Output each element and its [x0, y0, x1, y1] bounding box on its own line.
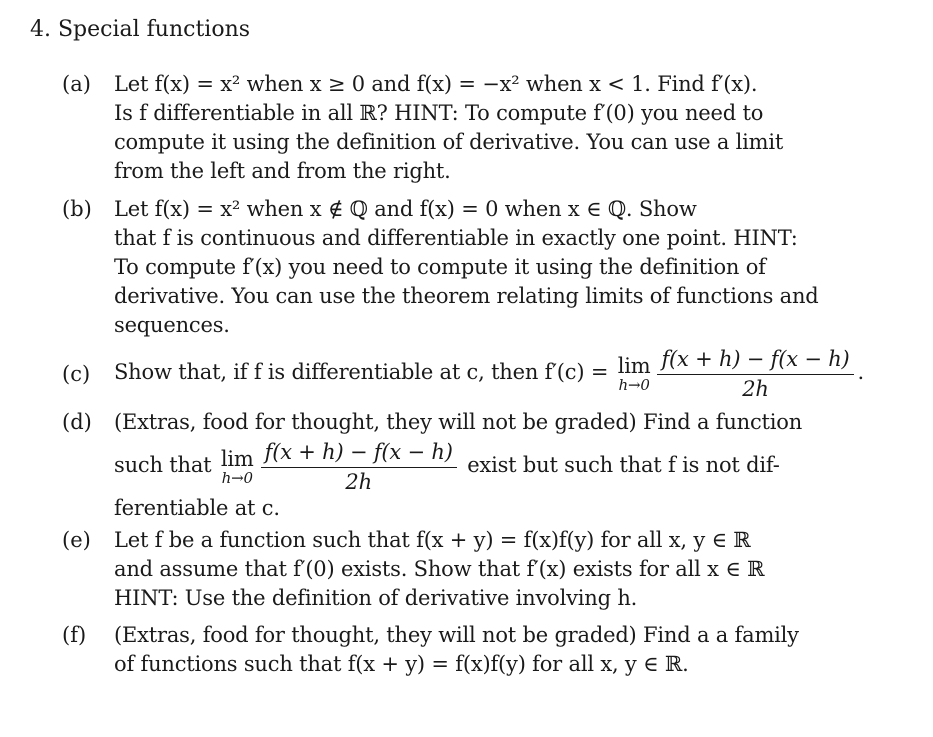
- item-a-line-3: compute it using the definition of derivative. You can use a limit: [114, 130, 784, 154]
- item-d-pre: such that: [114, 453, 212, 477]
- item-e: [62, 526, 842, 613]
- item-d-fraction: [261, 439, 457, 494]
- item-b-label: (b): [62, 197, 92, 221]
- item-a-label: (a): [62, 72, 91, 96]
- item-e-line-3: HINT: Use the definition of derivative involving h.: [114, 586, 638, 610]
- item-d-lim-word: lim: [220, 446, 254, 471]
- item-a: [62, 70, 842, 186]
- item-a-line-4: from the left and from the right.: [114, 159, 451, 183]
- item-c-numerator: f(x + h) − f(x − h): [657, 346, 853, 375]
- item-c-fraction: [657, 346, 853, 401]
- item-d: [62, 408, 842, 523]
- item-b: [62, 195, 842, 340]
- section-heading: 4. Special functions: [30, 17, 251, 42]
- item-d-post: exist but such that f is not dif-: [467, 453, 780, 477]
- item-c-text: Show that, if f is differentiable at c, then f′(c) =: [114, 360, 609, 384]
- item-c: [62, 346, 865, 401]
- item-c-limit: [618, 355, 651, 393]
- item-c-end: .: [857, 360, 865, 384]
- item-b-line-3: To compute f′(x) you need to compute it using the definition of: [114, 255, 766, 279]
- item-a-line-1: Let f(x) = x² when x ≥ 0 and f(x) = −x² when x < 1. Find f′(x).: [114, 72, 758, 96]
- item-d-denominator: 2h: [345, 470, 372, 494]
- item-c-label: (c): [62, 362, 91, 386]
- item-b-line-4: derivative. You can use the theorem relating limits of functions and: [114, 284, 819, 308]
- item-b-line-2: that f is continuous and differentiable in exactly one point. HINT:: [114, 226, 798, 250]
- item-f: [62, 621, 842, 679]
- item-b-line-1: Let f(x) = x² when x ∉ ℚ and f(x) = 0 when x ∈ ℚ. Show: [114, 197, 697, 221]
- item-b-line-5: sequences.: [114, 313, 230, 337]
- item-d-label: (d): [62, 410, 92, 434]
- item-d-line-1: (Extras, food for thought, they will not be graded) Find a function: [114, 410, 803, 434]
- item-e-line-1: Let f be a function such that f(x + y) = f(x)f(y) for all x, y ∈ ℝ: [114, 528, 751, 552]
- item-c-denominator: 2h: [742, 377, 769, 401]
- item-c-lim-subscript: h→0: [618, 375, 650, 394]
- item-f-line-1: (Extras, food for thought, they will not be graded) Find a a family: [114, 623, 799, 647]
- item-f-label: (f): [62, 623, 87, 647]
- item-e-label: (e): [62, 528, 91, 552]
- item-d-lim-subscript: h→0: [221, 468, 253, 487]
- item-e-line-2: and assume that f′(0) exists. Show that f′(x) exists for all x ∈ ℝ: [114, 557, 765, 581]
- item-c-lim-word: lim: [617, 353, 651, 378]
- item-a-line-2: Is f differentiable in all ℝ? HINT: To compute f′(0) you need to: [114, 101, 764, 125]
- item-d-limit: [221, 448, 254, 486]
- item-d-line-3: ferentiable at c.: [114, 496, 280, 520]
- item-d-numerator: f(x + h) − f(x − h): [261, 439, 457, 468]
- item-f-line-2: of functions such that f(x + y) = f(x)f(y) for all x, y ∈ ℝ.: [114, 652, 689, 676]
